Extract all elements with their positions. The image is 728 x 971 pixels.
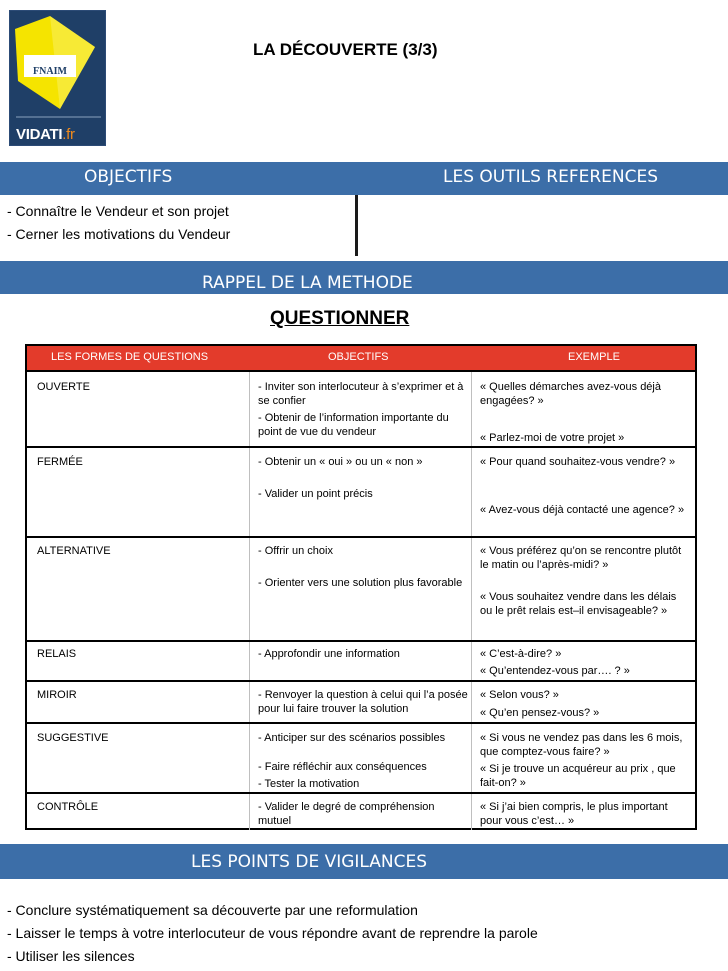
vigilance-item: - Laisser le temps à votre interlocuteur de vous répondre avant de reprendre la parole [7, 925, 538, 941]
divider [355, 195, 358, 256]
outils-heading: LES OUTILS REFERENCES [443, 167, 659, 187]
example-text: « Selon vous? » [480, 689, 559, 701]
objectif-item: - Cerner les motivations du Vendeur [7, 226, 231, 242]
example-text: « Vous préférez qu’on se rencontre plutôt le matin ou l’après-midi? » [480, 545, 682, 571]
example-text: « Si j’ai bien compris, le plus important pour vous c’est… » [480, 801, 668, 827]
example-text: « Si vous ne vendez pas dans les 6 mois, que comptez-vous faire? » [480, 732, 683, 758]
example-text: « Vous souhaitez vendre dans les délais ou le prêt relais est–il envisageable? » [480, 591, 677, 617]
example-text: « Quelles démarches avez-vous déjà engagées? » [480, 381, 661, 407]
vigilances-band [0, 844, 728, 879]
objective-text: - Offrir un choix [258, 545, 333, 557]
objective-text: - Approfondir une information [258, 648, 400, 660]
table-header [27, 346, 695, 370]
table-row [27, 722, 695, 792]
objective-text: - Obtenir de l’information importante du point de vue du vendeur [258, 412, 449, 438]
objectifs-heading: OBJECTIFS [84, 167, 173, 187]
table-row [27, 792, 695, 830]
objective-text: - Tester la motivation [258, 778, 360, 790]
questions-table [25, 344, 697, 830]
rappel-band [0, 261, 728, 294]
header-exemple: EXEMPLE [568, 351, 620, 363]
example-text: « Qu’entendez-vous par…. ? » [480, 665, 630, 677]
logo-vidati-text: VIDATI.fr [16, 126, 75, 143]
header-formes: LES FORMES DE QUESTIONS [51, 351, 209, 363]
table-row [27, 536, 695, 640]
objective-text: - Anticiper sur des scénarios possibles [258, 732, 446, 744]
logo-fnaim-text: FNAIM [33, 66, 67, 77]
vigilance-item: - Conclure systématiquement sa découverte par une reformulation [7, 902, 418, 918]
objective-text: - Obtenir un « oui » ou un « non » [258, 456, 423, 468]
example-text: « Qu’en pensez-vous? » [480, 707, 600, 719]
question-form: MIROIR [37, 689, 77, 701]
question-form: SUGGESTIVE [37, 732, 109, 744]
example-text: « Si je trouve un acquéreur au prix , que fait-on? » [480, 763, 676, 789]
question-form: ALTERNATIVE [37, 545, 111, 557]
question-form: CONTRÔLE [37, 801, 99, 813]
header-objectifs: OBJECTIFS [328, 351, 389, 363]
question-form: FERMÉE [37, 456, 83, 468]
vigilances-heading: LES POINTS DE VIGILANCES [191, 852, 428, 872]
example-text: « C’est-à-dire? » [480, 648, 562, 660]
table-row [27, 680, 695, 722]
objective-text: - Valider un point précis [258, 488, 373, 500]
table-row [27, 640, 695, 680]
example-text: « Pour quand souhaitez-vous vendre? » [480, 456, 676, 468]
objectifs-band [0, 162, 728, 195]
vigilance-item: - Utiliser les silences [7, 948, 135, 964]
objective-text: - Valider le degré de compréhension mutuel [258, 801, 435, 827]
objective-text: - Orienter vers une solution plus favorable [258, 577, 463, 589]
objective-text: - Faire réfléchir aux conséquences [258, 761, 427, 773]
rappel-heading: RAPPEL DE LA METHODE [202, 273, 413, 293]
objective-text: - Renvoyer la question à celui qui l’a posée pour lui faire trouver la solution [258, 689, 468, 715]
objective-text: - Inviter son interlocuteur à s’exprimer et à se confier [258, 381, 464, 407]
table-row [27, 370, 695, 446]
objectif-item: - Connaître le Vendeur et son projet [7, 203, 229, 219]
example-text: « Parlez-moi de votre projet » [480, 432, 625, 444]
fnaim-vidati-logo [9, 10, 106, 146]
example-text: « Avez-vous déjà contacté une agence? » [480, 504, 685, 516]
question-form: RELAIS [37, 648, 77, 660]
page-title: LA DÉCOUVERTE (3/3) [253, 40, 438, 59]
section-title: QUESTIONNER [270, 308, 410, 329]
table-row [27, 446, 695, 536]
question-form: OUVERTE [37, 381, 90, 393]
